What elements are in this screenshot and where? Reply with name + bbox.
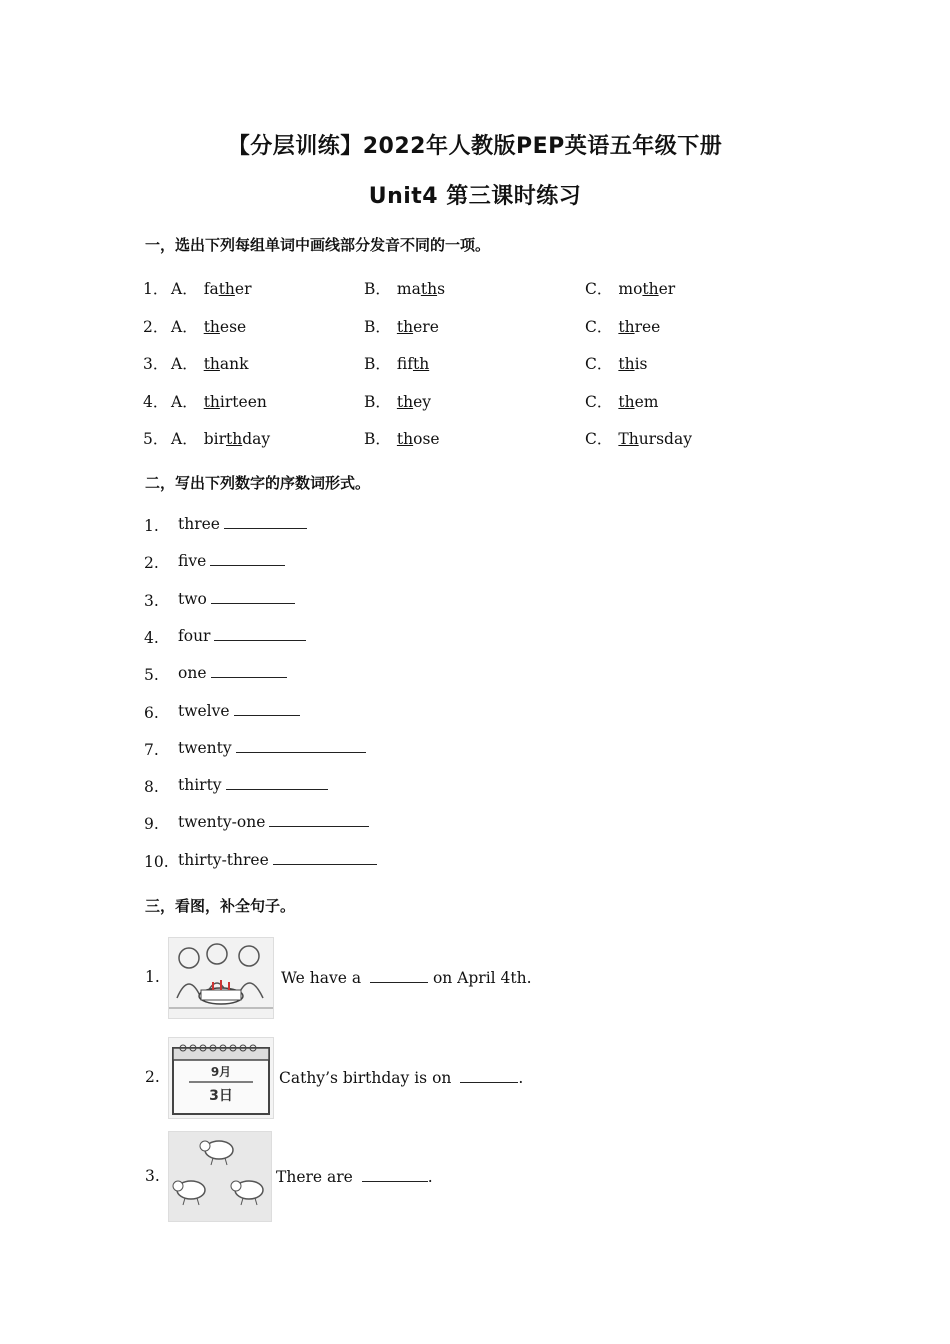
birthday-party-drawing — [169, 938, 273, 1018]
sentence-text: We have a — [281, 969, 367, 987]
ordinal-question — [178, 551, 285, 570]
s3-item-number: 1. — [145, 968, 160, 986]
underlined-part: th — [618, 317, 635, 336]
answer-blank[interactable] — [210, 551, 285, 566]
word-part: is — [634, 355, 648, 373]
answer-blank[interactable] — [211, 589, 295, 604]
underlined-part: th — [642, 280, 659, 298]
number-word: three — [178, 515, 220, 533]
ordinal-question — [178, 663, 287, 682]
underlined-part: th — [618, 392, 635, 411]
question-number: 2. — [144, 554, 159, 573]
option-a[interactable] — [171, 315, 246, 337]
word-part: fif — [396, 355, 413, 373]
word-part: ursday — [638, 430, 692, 448]
sentence-text: . — [518, 1069, 524, 1087]
option-label: A． — [171, 430, 198, 448]
word-part: day — [242, 430, 271, 448]
option-label: A． — [171, 317, 198, 336]
birthday-party-image — [168, 937, 274, 1019]
number-word: two — [178, 589, 207, 608]
question-number: 5. — [144, 666, 159, 685]
page-title-line2: Unit4 第三课时练习 — [368, 184, 582, 209]
underlined-part: th — [396, 430, 414, 448]
sentence-text: Cathy’s birthday is on — [279, 1069, 457, 1087]
option-c[interactable] — [585, 277, 675, 299]
number-word: five — [178, 552, 207, 571]
ordinal-question — [178, 701, 300, 720]
sheep-image — [168, 1131, 272, 1222]
option-b[interactable] — [364, 427, 440, 449]
option-b[interactable] — [364, 390, 431, 412]
underlined-part: th — [226, 430, 243, 448]
question-number: 4． — [143, 392, 169, 411]
ordinal-question — [178, 738, 366, 757]
word-part: fa — [203, 280, 219, 298]
ordinal-question — [178, 626, 306, 645]
underlined-part: th — [396, 317, 414, 336]
underlined-part: th — [396, 392, 414, 411]
ordinal-question — [178, 775, 328, 794]
option-b[interactable] — [364, 315, 439, 337]
option-label: C． — [585, 317, 613, 336]
word-part: em — [634, 392, 659, 411]
option-label: C． — [585, 355, 613, 373]
word-part: ma — [396, 280, 421, 298]
number-word: one — [178, 664, 207, 683]
s3-sentence-1 — [281, 968, 532, 987]
answer-blank[interactable] — [224, 514, 307, 529]
answer-blank[interactable] — [236, 738, 366, 753]
word-part: s — [437, 280, 446, 298]
sentence-text: There are — [276, 1168, 358, 1186]
underlined-part: Th — [618, 430, 639, 448]
word-part: ese — [219, 317, 247, 336]
answer-blank[interactable] — [214, 626, 306, 641]
word-part: ose — [413, 430, 440, 448]
answer-blank[interactable] — [269, 812, 369, 827]
word-part: er — [658, 280, 676, 298]
sheep-drawing — [169, 1132, 271, 1221]
number-word: twenty-one — [178, 813, 266, 832]
option-a[interactable] — [171, 277, 252, 299]
underlined-part: th — [203, 317, 220, 336]
word-part: bir — [203, 430, 226, 448]
option-c[interactable] — [585, 390, 658, 412]
question-number: 1． — [143, 280, 169, 298]
option-b[interactable] — [364, 352, 429, 374]
option-c[interactable] — [585, 315, 660, 337]
question-number: 1. — [144, 517, 159, 535]
word-part: ank — [219, 355, 249, 373]
number-word: thirty-three — [178, 850, 269, 869]
answer-blank[interactable] — [273, 850, 377, 865]
s3-sentence-2 — [279, 1068, 523, 1087]
calendar-day: 3日 — [209, 1088, 233, 1104]
question-number: 6. — [144, 703, 159, 722]
option-label: B． — [364, 392, 391, 411]
number-word: thirty — [178, 776, 222, 795]
question-number: 3． — [143, 355, 169, 373]
section1-heading: 一，选出下列每组单词中画线部分发音不同的一项。 — [145, 236, 491, 254]
option-label: A． — [171, 355, 198, 373]
option-c[interactable] — [585, 352, 648, 374]
number-word: four — [178, 626, 211, 645]
question-number: 5． — [143, 430, 169, 448]
option-label: C． — [585, 430, 613, 448]
ordinal-question — [178, 850, 377, 869]
sentence-text: on April 4th. — [428, 969, 532, 987]
question-number: 2． — [143, 317, 169, 336]
option-c[interactable] — [585, 427, 692, 449]
number-word: twenty — [178, 738, 232, 757]
question-number: 8. — [144, 778, 159, 797]
calendar-month: 9月 — [210, 1065, 232, 1079]
s3-sentence-3 — [276, 1167, 433, 1186]
answer-blank[interactable] — [226, 775, 328, 790]
underlined-part: th — [412, 355, 430, 373]
option-a[interactable] — [171, 352, 249, 374]
section2-heading: 二，写出下列数字的序数词形式。 — [145, 474, 371, 492]
word-part: ree — [634, 317, 661, 336]
answer-blank[interactable] — [234, 701, 300, 716]
question-number: 9. — [144, 815, 159, 834]
s3-item-number: 2. — [145, 1068, 160, 1086]
option-label: C． — [585, 280, 613, 298]
underlined-part: th — [218, 280, 235, 298]
word-part: ere — [413, 317, 439, 336]
underlined-part: th — [203, 355, 220, 373]
sentence-text: . — [427, 1168, 433, 1186]
underlined-part: th — [203, 392, 220, 411]
answer-blank[interactable] — [362, 1167, 428, 1182]
option-label: C． — [585, 392, 613, 411]
underlined-part: th — [420, 280, 438, 298]
page-title-line1: 【分层训练】2022年人教版PEP英语五年级下册 — [227, 134, 723, 159]
option-a[interactable] — [171, 427, 270, 449]
question-number: 3. — [144, 591, 159, 610]
question-number: 10. — [144, 852, 169, 871]
ordinal-question — [178, 812, 369, 831]
answer-blank[interactable] — [460, 1068, 518, 1083]
number-word: twelve — [178, 701, 230, 720]
section3-heading: 三，看图，补全句子。 — [145, 897, 296, 915]
s3-item-number: 3. — [145, 1167, 160, 1185]
question-number: 4. — [144, 628, 159, 647]
ordinal-question — [178, 514, 307, 533]
word-part: ey — [413, 392, 432, 411]
option-label: B． — [364, 280, 391, 298]
option-label: A． — [171, 392, 198, 411]
calendar-image — [168, 1037, 274, 1119]
answer-blank[interactable] — [370, 968, 428, 983]
option-label: B． — [364, 430, 391, 448]
option-a[interactable] — [171, 390, 267, 412]
option-label: B． — [364, 355, 391, 373]
answer-blank[interactable] — [211, 663, 287, 678]
calendar-drawing — [169, 1038, 273, 1118]
option-b[interactable] — [364, 277, 445, 299]
underlined-part: th — [618, 355, 635, 373]
question-number: 7. — [144, 740, 159, 759]
option-label: A． — [171, 280, 198, 298]
word-part: mo — [618, 280, 643, 298]
ordinal-question — [178, 589, 295, 608]
option-label: B． — [364, 317, 391, 336]
word-part: irteen — [219, 392, 267, 411]
word-part: er — [234, 280, 252, 298]
